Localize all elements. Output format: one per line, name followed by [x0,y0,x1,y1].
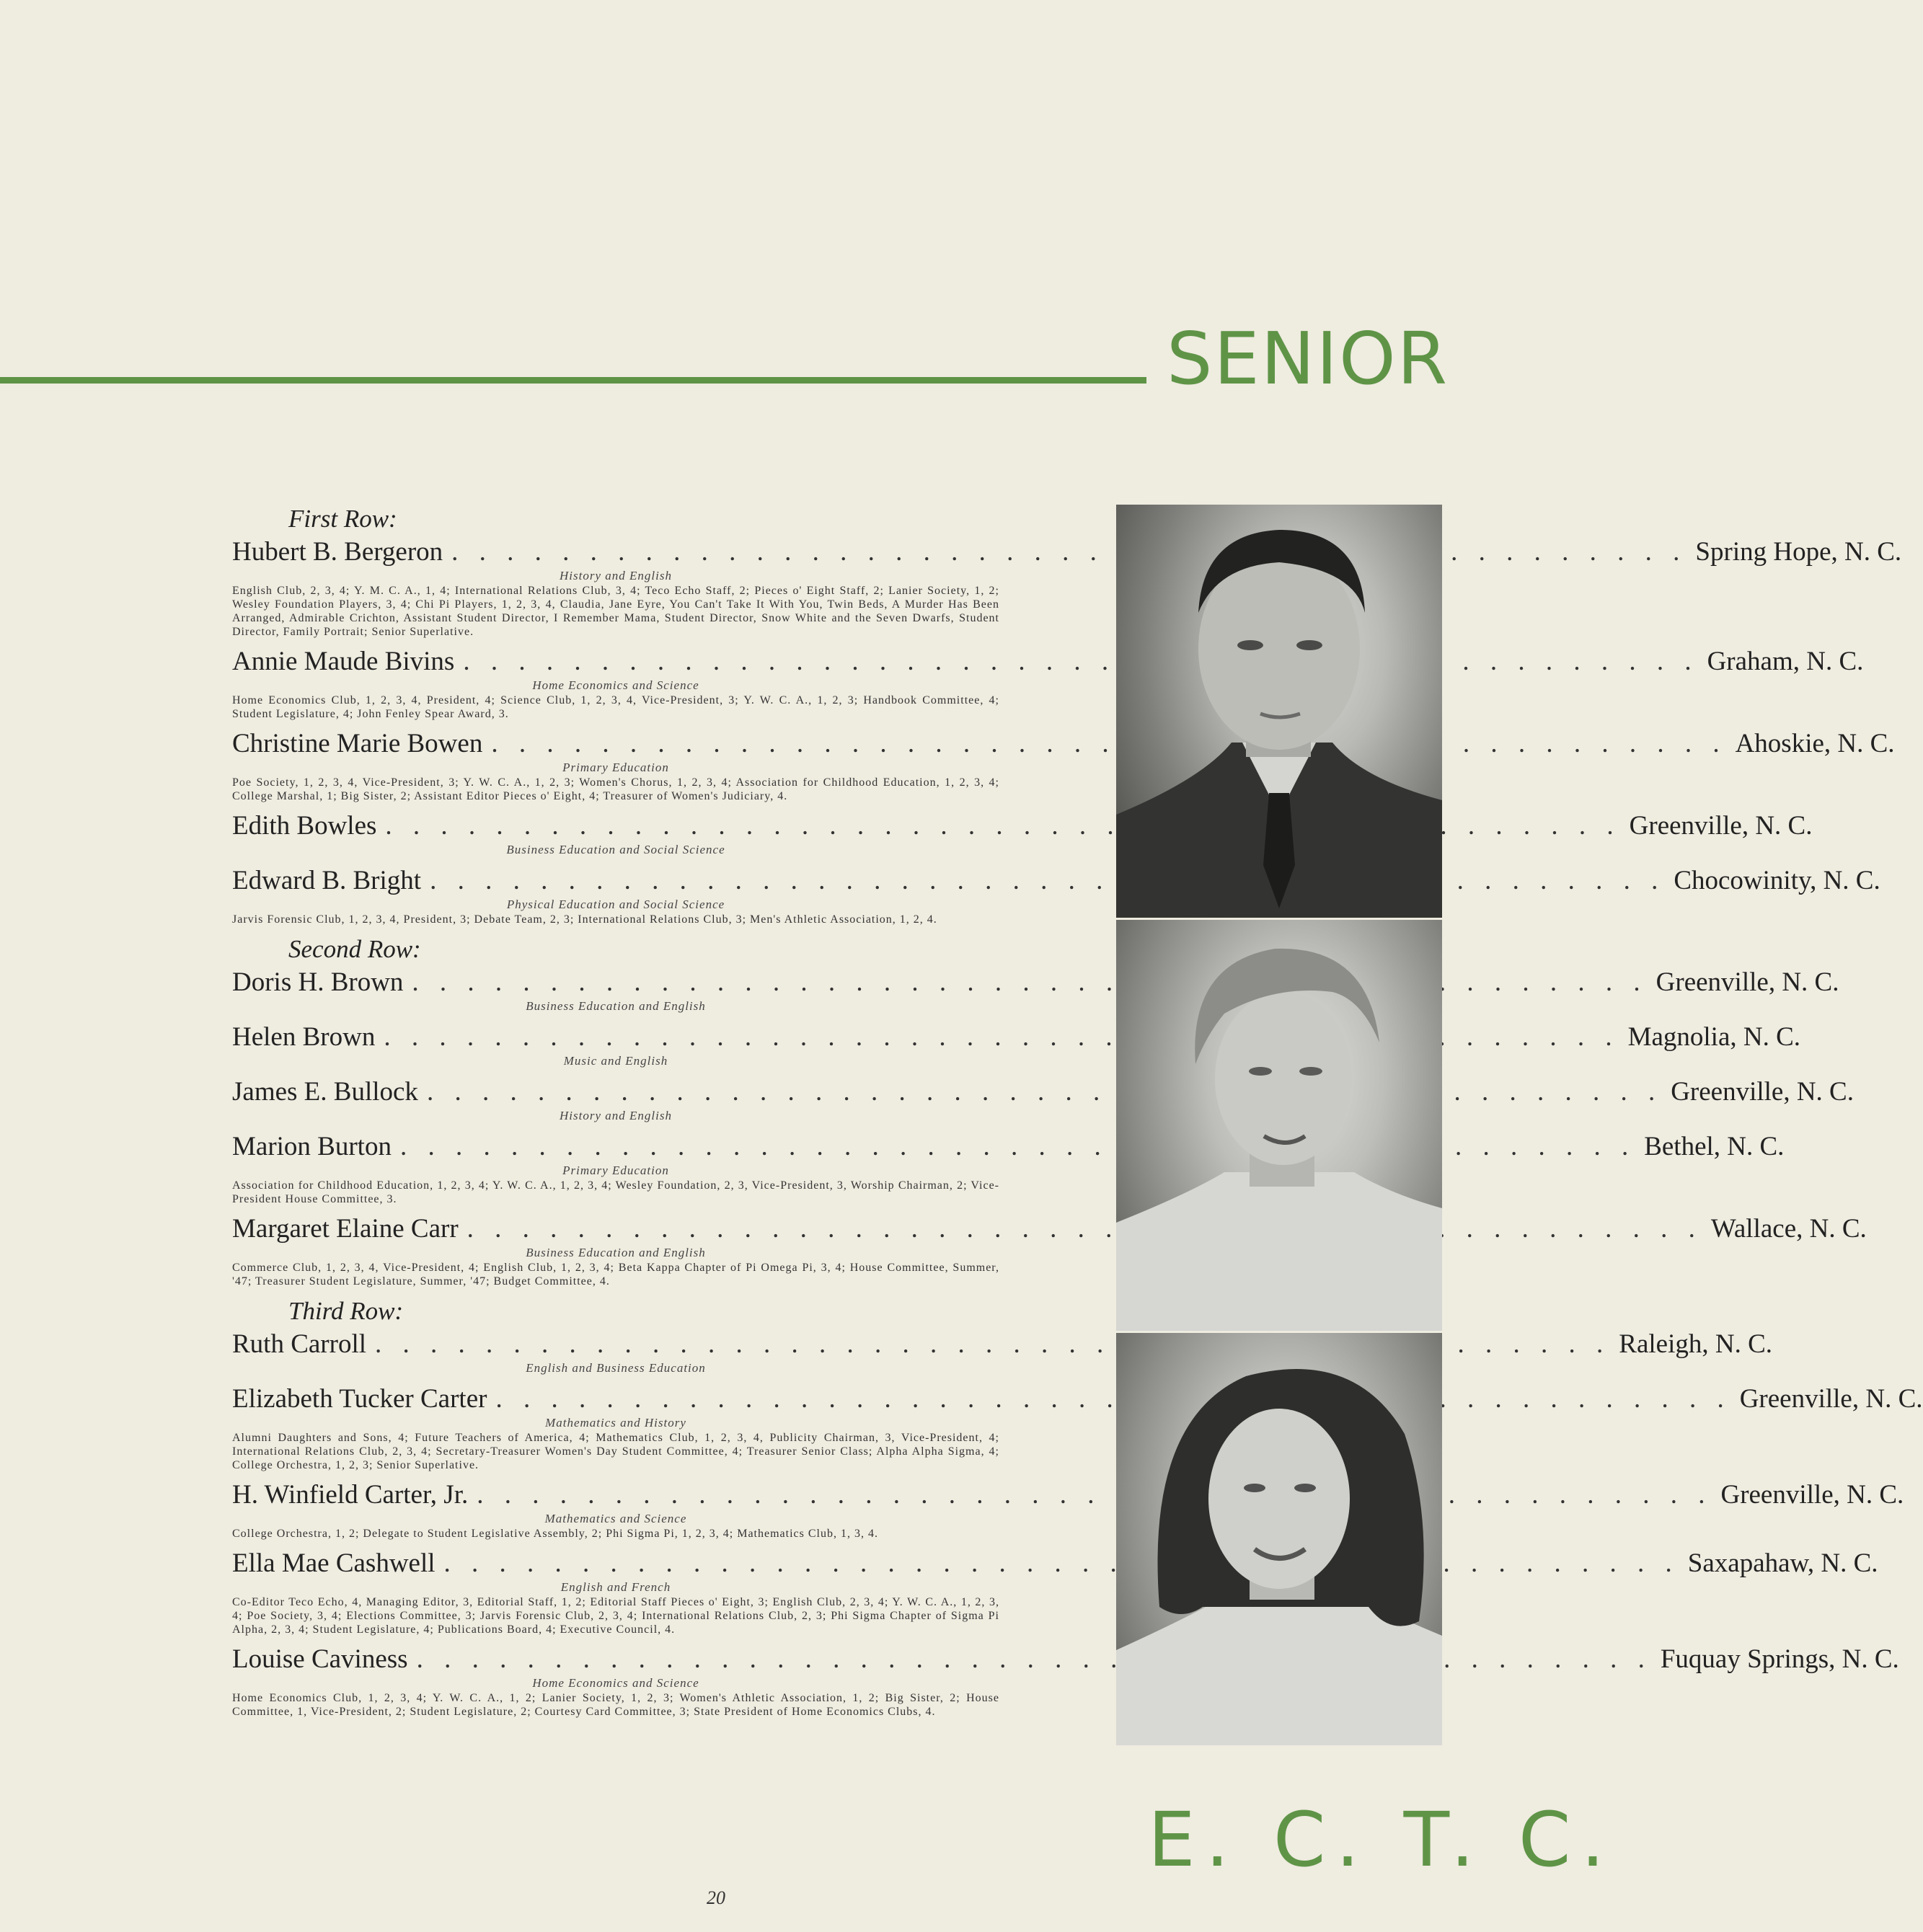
hometown: Spring Hope, N. C. [1695,537,1902,567]
activities: College Orchestra, 1, 2; Delegate to Student Legislative Assembly, 2; Phi Sigma Pi, 1, 2, 3, 4; Mathematics Club, 1, 3, 4. [232,1528,878,1540]
hometown: Saxapahaw, N. C. [1687,1548,1878,1578]
major: Business Education and English [526,1246,706,1259]
senior-name: Hubert B. Bergeron [232,537,443,567]
senior-name: Ella Mae Cashwell [232,1548,436,1578]
activities: English Club, 2, 3, 4; Y. M. C. A., 1, 4; International Relations Club, 3, 4; Teco Echo Staff, 2; Pieces o' Eight Staff, 2; Lanier Society, 1, 2; Wesley Foundation Players, 3, 4; Chi Pi Players, 1, 2, 3, 4, Claudia, Jane Eyre, You Can't Take It With You, Twin Beds, A Murder Has Been Arranged, Admirable Crichton, Assistant Student Director, I Remember Mama, Student Director, Snow White and the Seven Dwarfs, Student Director, Family Portrait; Senior Superlative. [232,585,999,638]
leader-dots [430,865,1665,897]
senior-entry [232,1644,1899,1719]
header-rule [0,377,1146,384]
row-section [232,1295,1923,1719]
major: History and English [560,569,672,582]
hometown: Wallace, N. C. [1710,1214,1867,1244]
senior-entry [232,1383,1923,1472]
hometown: Bethel, N. C. [1644,1132,1785,1161]
major: Business Education and English [526,999,706,1013]
hometown: Greenville, N. C. [1655,967,1839,997]
leader-dots [477,1479,1712,1511]
activities: Home Economics Club, 1, 2, 3, 4, President, 4; Science Club, 1, 2, 3, 4, Vice-President, 3; Y. W. C. A., 1, 2, 3; Handbook Committee, 4; Student Legislature, 4; John Fenley Spear Award, 3. [232,694,999,720]
leader-dots [463,646,1698,678]
hometown: Greenville, N. C. [1671,1077,1854,1107]
activities: Jarvis Forensic Club, 1, 2, 3, 4, President, 3; Debate Team, 2, 3; International Relations Club, 3; Men's Athletic Association, 1, 2, 4. [232,913,937,926]
major: Physical Education and Social Science [506,898,725,911]
leader-dots [451,536,1687,568]
page-number: 20 [707,1887,725,1908]
major: Mathematics and History [545,1416,686,1430]
hometown: Fuquay Springs, N. C. [1660,1644,1899,1674]
row-section [232,934,1867,1288]
senior-entry [232,1479,1904,1541]
hometown: Greenville, N. C. [1629,811,1813,841]
leader-dots [467,1213,1702,1245]
senior-entry [232,865,1880,926]
portrait-photo-woman-2 [1116,1333,1442,1745]
hometown: Greenville, N. C. [1739,1384,1923,1414]
senior-listing [232,503,1923,1726]
major: English and Business Education [526,1361,706,1375]
leader-dots [491,728,1726,760]
activities: Commerce Club, 1, 2, 3, 4, Vice-President, 4; English Club, 1, 2, 3, 4; Beta Kappa Chapter of Pi Omega Pi, 3, 4; House Committee, Summer, '47; Treasurer Student Legislature, Summer, '47; Budget Committee, 4. [232,1262,999,1288]
leader-dots [417,1644,1652,1675]
row-label: Second Row: [288,935,421,963]
activities: Home Economics Club, 1, 2, 3, 4; Y. W. C. A., 1, 2; Lanier Society, 1, 2, 3; Women's Athletic Association, 1, 2; Big Sister, 2; House Committee, 1, Vice-President, 2; Student Legislature, 2; Courtesy Card Committee, 3; State President of Home Economics Clubs, 4. [232,1692,999,1718]
hometown: Ahoskie, N. C. [1735,729,1895,758]
major: History and English [560,1109,672,1122]
hometown: Raleigh, N. C. [1619,1329,1772,1359]
senior-entry [232,810,1813,858]
major: Mathematics and Science [544,1512,687,1525]
senior-name: Louise Caviness [232,1644,408,1674]
senior-entry [232,536,1902,639]
leader-dots [495,1383,1730,1415]
hometown: Graham, N. C. [1707,647,1864,676]
senior-name: James E. Bullock [232,1077,418,1107]
senior-name: Doris H. Brown [232,967,404,997]
hometown: Magnolia, N. C. [1627,1022,1801,1052]
leader-dots [427,1076,1662,1108]
activities: Poe Society, 1, 2, 3, 4, Vice-President, 3; Y. W. C. A., 1, 2, 3; Women's Chorus, 1, 2, 3, 4; Association for Childhood Education, 1, 2, 3, 4; College Marshal, 1; Big Sister, 2; Assistant Editor Pieces o' Eight, 4; Treasurer of Women's Judiciary, 4. [232,776,999,802]
senior-name: Helen Brown [232,1022,376,1052]
senior-name: Edith Bowles [232,811,377,841]
senior-name: Annie Maude Bivins [232,647,455,676]
leader-dots [400,1131,1635,1163]
activities: Co-Editor Teco Echo, 4, Managing Editor, 3, Editorial Staff, 1, 2; Editorial Staff Pieces o' Eight, 3; English Club, 2, 3, 4; Y. W. C. A., 1, 2, 3, 4; Poe Society, 3, 4; Elections Committee, 3; Jarvis Forensic Club, 2, 3, 4; International Relations Club, 2, 3; Phi Sigma Chapter of Sigma Pi Alpha, 2, 3, 4; Student Legislature, 4; Publications Board, 4; Executive Council, 4. [232,1596,999,1636]
senior-entry [232,728,1895,803]
college-initials: E. C. T. C. [1148,1796,1615,1884]
senior-entry [232,1329,1772,1376]
row-label: First Row: [288,505,397,533]
hometown: Greenville, N. C. [1720,1480,1904,1510]
major: Business Education and Social Science [506,843,725,856]
activities: Association for Childhood Education, 1, 2, 3, 4; Y. W. C. A., 1, 2, 3, 4; Wesley Foundation, 2, 3, Vice-President, 3, Worship Chairman, 2; Vice-President House Committee, 3. [232,1179,999,1205]
major: Home Economics and Science [532,1676,699,1690]
leader-dots [412,967,1647,998]
senior-name: Margaret Elaine Carr [232,1214,459,1244]
major: English and French [560,1580,671,1594]
senior-name: H. Winfield Carter, Jr. [232,1480,469,1510]
leader-dots [444,1548,1679,1579]
activities: Alumni Daughters and Sons, 4; Future Teachers of America, 4; Mathematics Club, 1, 2, 3, 4, Publicity Chairman, 3, Vice-President, 4; International Relations Club, 2, 3, 4; Secretary-Treasurer Women's Day Student Committee, 4; Treasurer Senior Class; Alpha Alpha Sigma, 4; College Orchestra, 1, 2, 3; Senior Superlative. [232,1432,999,1471]
portrait-column [1116,505,1442,1747]
senior-name: Marion Burton [232,1132,392,1161]
page-heading: SENIOR [1167,316,1449,401]
major: Primary Education [562,1164,669,1177]
row-label: Third Row: [288,1297,404,1325]
senior-name: Christine Marie Bowen [232,729,483,758]
portrait-photo-man [1116,505,1442,918]
senior-name: Ruth Carroll [232,1329,367,1359]
senior-name: Edward B. Bright [232,866,422,895]
senior-entry [232,1213,1867,1288]
major: Primary Education [562,761,669,774]
portrait-photo-woman-1 [1116,920,1442,1331]
senior-entry [232,1022,1801,1069]
row-section [232,503,1902,926]
major: Home Economics and Science [532,678,699,692]
senior-entry [232,1076,1854,1124]
senior-entry [232,967,1839,1014]
senior-entry [232,1548,1878,1636]
senior-name: Elizabeth Tucker Carter [232,1384,487,1414]
senior-entry [232,1131,1785,1206]
major: Music and English [563,1054,668,1068]
hometown: Chocowinity, N. C. [1674,866,1880,895]
senior-entry [232,646,1864,721]
